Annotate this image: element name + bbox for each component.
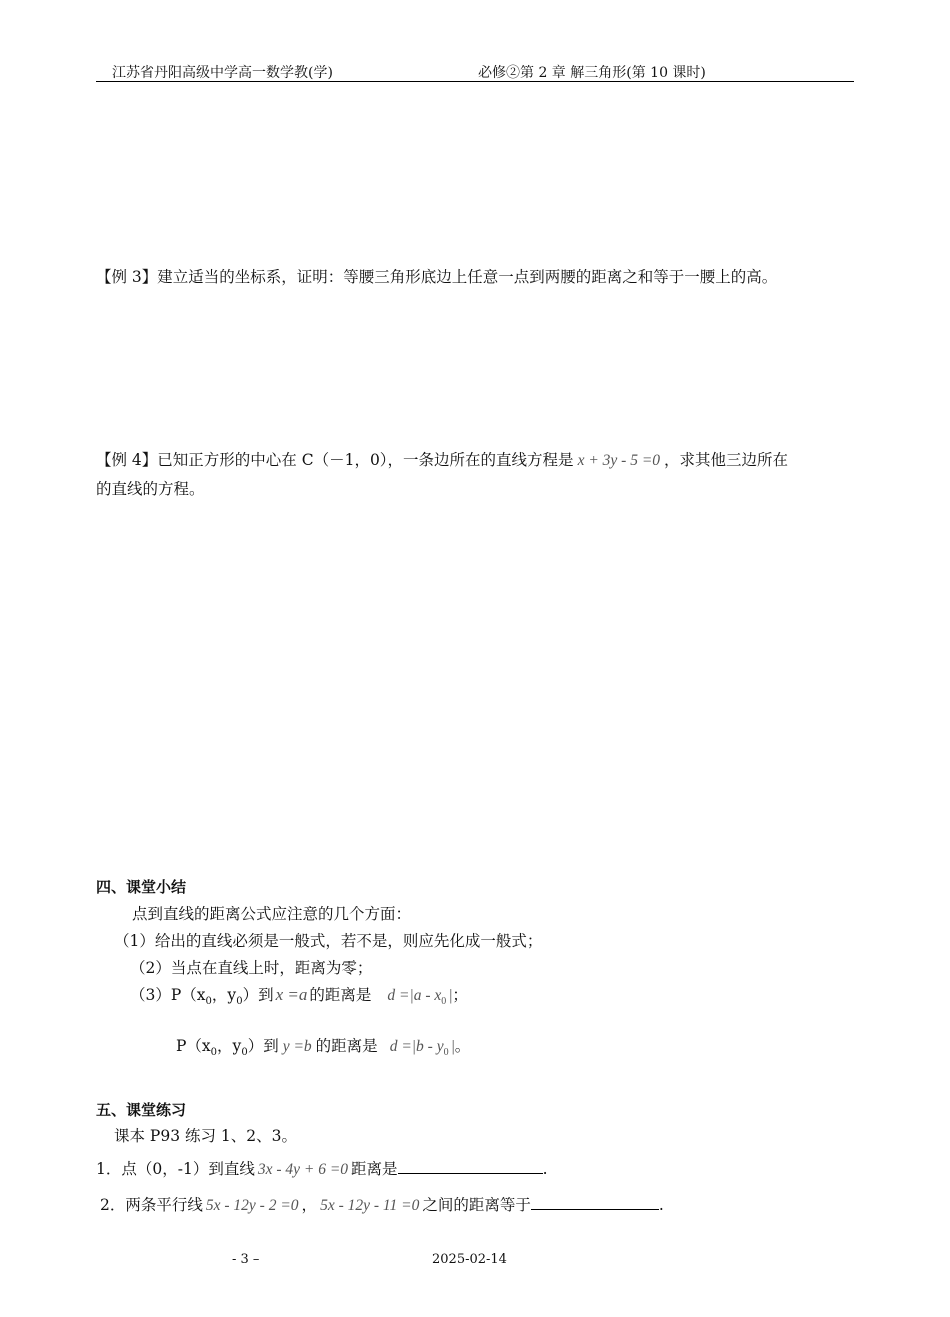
example-4-line2: 的直线的方程。 [96, 480, 205, 498]
header-left: 江苏省丹阳高级中学高一数学教(学) [112, 65, 333, 81]
footer-date: 2025-02-14 [432, 1252, 507, 1267]
exercise-2 [100, 1193, 664, 1215]
section-5-intro: 课本 P93 练习 1、2、3。 [114, 1127, 298, 1145]
exercise-2-equation-2: 5x - 12y - 11 =0 [320, 1197, 420, 1214]
item-4-to: ）到 [247, 1037, 279, 1055]
item-4-sub: 0 [210, 1047, 218, 1059]
item-4-end: 。 [454, 1037, 471, 1055]
exercise-1-equation: 3x - 4y + 6 =0 [257, 1161, 349, 1178]
item-4-mid: ，y [217, 1037, 242, 1055]
section-4-item-2: （2）当点在直线上时，距离为零； [130, 959, 373, 977]
exercise-2-separator: ， [301, 1196, 318, 1214]
item-3-prefix: （3）P（x [130, 986, 206, 1004]
exercise-2-suffix: 之间的距离等于 [422, 1196, 531, 1214]
footer-page-number: - 3 – [232, 1252, 260, 1267]
item-4-sub2: 0 [241, 1047, 248, 1059]
exercise-2-end: . [658, 1196, 664, 1214]
item-4-formula: d =|b - y [389, 1038, 444, 1055]
item-3-sub: 0 [205, 996, 212, 1008]
section-4-item-3 [130, 983, 468, 1007]
exercise-1-end: . [542, 1160, 548, 1178]
item-3-to: ）到 [242, 986, 274, 1004]
item-3-end: ； [452, 986, 468, 1004]
item-4-line-eq: y =b [282, 1038, 312, 1055]
example-3-label: 【例 3】 [96, 268, 158, 286]
item-4-dist: 的距离是 [315, 1037, 378, 1055]
section-4-item-1: （1）给出的直线必须是一般式，若不是，则应先化成一般式； [114, 932, 543, 950]
example-3-text: 建立适当的坐标系，证明：等腰三角形底边上任意一点到两腰的距离之和等于一腰上的高。 [157, 268, 778, 286]
exercise-1-prefix: 1．点（0，-1）到直线 [96, 1160, 255, 1178]
section-4-item-4 [176, 1034, 470, 1058]
item-3-line-eq: x =a [275, 985, 308, 1004]
example-4-label: 【例 4】 [96, 451, 158, 469]
section-4-title: 四、课堂小结 [96, 878, 187, 896]
exercise-2-equation-1: 5x - 12y - 2 =0 [205, 1197, 299, 1214]
section-5-title: 五、课堂练习 [96, 1101, 187, 1119]
header-rule [96, 81, 854, 82]
exercise-1 [96, 1157, 548, 1179]
exercise-1-answer-blank[interactable] [398, 1159, 543, 1174]
example-3 [96, 265, 777, 287]
example-4-text-after: ，求其他三边所在 [664, 451, 789, 469]
section-4-intro: 点到直线的距离公式应注意的几个方面： [132, 905, 412, 923]
example-4-equation: x + 3y - 5 =0 [577, 452, 661, 469]
item-3-dist: 的距离是 [309, 986, 372, 1004]
example-4-line1 [96, 448, 788, 470]
exercise-1-suffix: 距离是 [351, 1160, 398, 1178]
header-right: 必修②第 2 章 解三角形(第 10 课时) [478, 65, 706, 81]
item-4-prefix: P（x [176, 1037, 211, 1055]
item-3-formula-sub: 0 [441, 996, 447, 1008]
exercise-2-prefix: 2．两条平行线 [100, 1196, 203, 1214]
item-3-formula: d =|a - x [387, 987, 442, 1004]
example-4-text-before: 已知正方形的中心在 C（－1，0），一条边所在的直线方程是 [157, 451, 574, 469]
item-4-formula-sub: 0 [443, 1047, 449, 1059]
item-3-formula-end: | [449, 987, 453, 1004]
exercise-2-answer-blank[interactable] [531, 1195, 659, 1210]
item-4-formula-end: | [451, 1038, 455, 1055]
item-3-sub2: 0 [236, 996, 243, 1008]
item-3-mid: ，y [211, 986, 237, 1004]
